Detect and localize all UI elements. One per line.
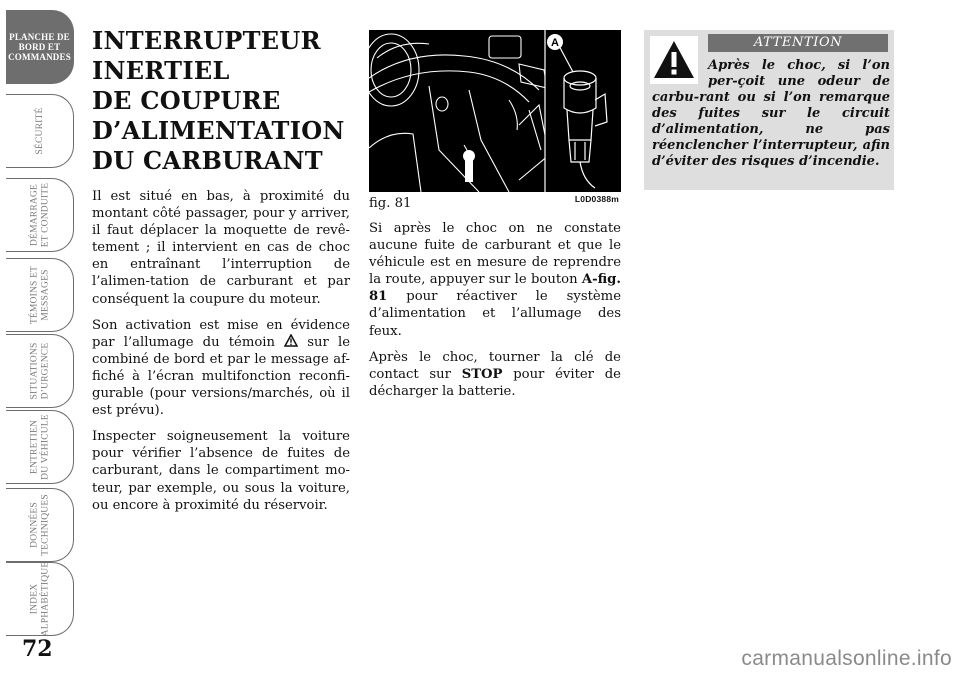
figure-callout-label: A xyxy=(551,37,559,49)
stop-reference: STOP xyxy=(461,366,503,382)
watermark-text: carmanualsonline.info xyxy=(741,647,952,670)
paragraph: Il est situé en bas, à proximité du montant côté passager, pour y arriver, il faut déplacer la moquette de revê-tement ; il intervient en cas de choc en entraînant l’interruption de l’alimen-tation de carburant et par conséquent la coupure du moteur. xyxy=(92,189,350,307)
tab-label: ENTRETIEN DU VÉHICULE xyxy=(29,414,50,480)
tab-label: SITUATIONS D’URGENCE xyxy=(29,342,50,400)
tab-donnees[interactable] xyxy=(6,488,74,562)
paragraph-text: Son activation est mise en évidence par l’allumage du témoin xyxy=(92,317,350,350)
tab-situations[interactable] xyxy=(6,334,74,408)
paragraph-text: Après le choc, tourner la clé de contact sur xyxy=(369,349,621,382)
paragraph-text: pour réactiver le système d’alimentation et l’allumage des feux. xyxy=(369,289,621,339)
attention-text xyxy=(652,58,890,170)
title-line: INTERRUPTEUR xyxy=(92,26,321,55)
title-line: DU CARBURANT xyxy=(92,146,323,175)
tab-label: TÉMOINS ET MESSAGES xyxy=(29,265,50,325)
section-title xyxy=(92,26,350,176)
tab-entretien[interactable] xyxy=(6,410,74,484)
tab-temoins[interactable] xyxy=(6,258,74,332)
page-number: 72 xyxy=(22,636,53,662)
column-left xyxy=(92,26,350,523)
figure-reference: A-fig. 81 xyxy=(369,272,621,305)
tab-label: INDEX ALPHABÉTIQUE xyxy=(29,561,50,637)
paragraph-text: pour éviter de décharger la batterie. xyxy=(369,366,621,399)
paragraph xyxy=(369,220,621,340)
tab-securite[interactable] xyxy=(6,94,74,168)
tab-label: DONNÉES TECHNIQUES xyxy=(29,494,50,556)
figure-label: fig. 81 xyxy=(369,196,412,211)
warning-triangle-icon xyxy=(284,334,298,347)
paragraph xyxy=(369,349,621,400)
attention-body: Après le choc, si l’on per-çoit une odeur de carbu-rant ou si l’on remarque des fuites sur le circuit d’alimentation, ne pas réenclencher l’interrupteur, afin d’éviter des risques d’incendie. xyxy=(652,58,890,169)
tab-label: PLANCHE DE BORD ET COMMANDES xyxy=(8,32,71,62)
paragraph-text: Si après le choc on ne constate aucune fuite de carburant et que le véhicule est en mesure de reprendre la route, appuyer sur le bouton xyxy=(369,221,621,288)
title-line: INERTIEL xyxy=(92,56,230,85)
figure-81-illustration xyxy=(369,30,621,192)
paragraph: Inspecter soigneusement la voiture pour vérifier l’absence de fuites de carburant, dans le compartiment mo-teur, par exemple, ou sous la voiture, ou encore à proximité du réservoir. xyxy=(92,429,350,513)
title-line: DE COUPURE xyxy=(92,86,281,115)
paragraph xyxy=(92,317,350,420)
paragraph-text: sur le combiné de bord et par le message af-fiché à l’écran multifonction reconfi-gurable (pour versions/marchés, où il est prévu). xyxy=(92,334,350,419)
tab-index[interactable] xyxy=(6,562,74,636)
attention-box xyxy=(644,30,894,190)
figure-caption xyxy=(369,194,621,212)
tab-label: SÉCURITÉ xyxy=(34,107,45,155)
tab-demarrage[interactable] xyxy=(6,178,74,252)
attention-heading: ATTENTION xyxy=(708,34,888,52)
tab-label: DÉMARRAGE ET CONDUITE xyxy=(29,182,50,248)
title-line: D’ALIMENTATION xyxy=(92,116,345,145)
column-middle xyxy=(369,30,621,409)
figure-code: L0D0388m xyxy=(574,194,619,204)
tab-planche-de-bord[interactable] xyxy=(6,10,74,84)
